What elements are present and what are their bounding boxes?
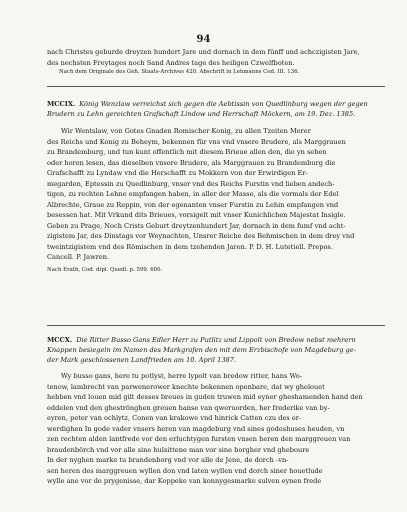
source-note: Nach Erath, Cod. dipl. Quedl. p. 599. 600. bbox=[47, 266, 163, 273]
section-divider bbox=[47, 325, 385, 326]
text-line: oder horen lesen, das dieselben vnsere Brudere, als Marggrauen zu Brandemburg die bbox=[47, 158, 336, 167]
text-line: nach Christes geburde dreyzen hundert Jare und dornach in dem fünff und achczigisten Jare, bbox=[47, 48, 360, 56]
text-line: braudenbörch vnd vor alle sine hulsittene man vor sine borgher vnd gheboure bbox=[47, 445, 310, 454]
text-line: tweintzigistem vnd des Römischen in dem tzehenden Jaren. P. D. H. Lutetiell. Prepos. bbox=[47, 242, 333, 251]
document-heading bbox=[47, 335, 385, 345]
text-line: tenow, lambrecht van parwenerower knechte bekennen openbare, dat wy ghelouet bbox=[47, 382, 325, 391]
heading-line: Die Ritter Busso Gans Edler Herr zu Putlitz und Lippolt von Bredow nebst mehrern bbox=[76, 336, 356, 344]
page-number: 94 bbox=[196, 34, 211, 45]
text-line: Albrechte, Graue zu Reppin, von der egenanten vnser Furstin zu Lehin empfangen vnd bbox=[47, 200, 339, 209]
heading-line: Knappen besiegeln im Namen des Markgrafen den mit dem Erzbischofe von Magdeburg ge- bbox=[47, 346, 356, 354]
text-line: Cancell. P. Jawren. bbox=[47, 253, 110, 261]
heading-line: König Wenzlaw verreichst sich gegen die Aebtissin von Quedlinburg wegen der gegen bbox=[79, 100, 368, 108]
document-1210 bbox=[47, 335, 385, 487]
text-line: megarden, Eptessin zu Quedlinburg, vnser vnd des Reichs Furstin vnd lieben andech- bbox=[47, 179, 335, 188]
heading-line: der Mark geschlossenen Landfrieden am 10. April 1387. bbox=[47, 356, 237, 364]
text-line: Grafschafft zu Lyndaw vnd die Herschafft zu Mokkern von der Erwirdigen Er- bbox=[47, 169, 308, 177]
text-line: zigistem Jar, des Dinstags vor Weynachten, Unsrer Reiche des Behmischen in dem drey vnd bbox=[47, 232, 355, 240]
text-line: zen rechten alden lantfrede vor den erluchtygen fursten vnsen heren den marggreuen van bbox=[47, 435, 351, 443]
text-line: des Reichs und Konig zu Beheym, bekennen für vns vnd vnsere Brudere, als Marggrauen bbox=[47, 137, 346, 146]
source-note: Nach dem Originale des Geh. Staats-Archives 420. Abschrift in Lehmanns Cod. III. 136. bbox=[59, 69, 300, 75]
text-line: Geben zu Prage, Noch Crists Geburt dreytzenhundert Jar, dornach in dem fumf vnd acht- bbox=[47, 221, 346, 230]
text-line: werdighen In gode vader vnsers heren van magdeburg vnd sines godeshuses heuden, vn bbox=[47, 424, 345, 433]
text-line: Wir Wentslaw, von Gotes Gnaden Romischer Konig, zu allen Tzeiten Merer bbox=[61, 127, 311, 135]
text-line: In der nyghen marke tu brandenborg vnd vor alle de Jene, de dorch -vn- bbox=[47, 456, 289, 464]
section-divider bbox=[47, 86, 385, 87]
text-line: tigen, zu rechten Lehne empfangen haben, in aller der Masse, als die vormals der Edel bbox=[47, 190, 339, 198]
text-line: eddelen vnd den gheströnghen greuen hanse van qweruorden, her frederike van by- bbox=[47, 403, 330, 412]
top-text-block bbox=[47, 47, 385, 77]
text-line: hebben vnd louen mid gilt desses breues in guden truwen mid eyner gheshamenden hand den bbox=[47, 393, 363, 401]
text-line: sen heren des marggreuen wyllen don vnd laten wyllen vnd dorch siner houetlude bbox=[47, 466, 323, 475]
text-line: des nechsten Freytages noch Sand Andres tage des heiligen Czwelfboten. bbox=[47, 58, 295, 67]
text-line: Wy busso gans, here tu potlyst, herre lypolt van bredow ritter, hans Wo- bbox=[61, 372, 302, 380]
document-1209 bbox=[47, 99, 385, 275]
document-number: MCCX. bbox=[47, 336, 73, 344]
text-line: wylle ane vor de prygenisse, dar Koppeke van konnygesmarke sulven eynen frede bbox=[47, 477, 322, 485]
document-heading bbox=[47, 99, 385, 109]
document-number: MCCIX. bbox=[47, 100, 76, 108]
text-line: besessen hat. Mit Vrkund dits Brieues, vorsigelt mit vnser Kunichlichen Majestat Insigle. bbox=[47, 211, 346, 219]
text-line: eyren, peter van ochlytz, Conen van krakowe vnd hinrick Catten czu des er- bbox=[47, 414, 302, 422]
heading-line: Brudern zu Lehn gereichten Grafschaft Lindow und Herrschaft Möckern, am 19. Dez. 1385. bbox=[47, 110, 356, 118]
text-line: zu Brandemburg, und tun kunt offentlich mit diesem Brieue allen den, die yn sehen bbox=[47, 148, 327, 156]
